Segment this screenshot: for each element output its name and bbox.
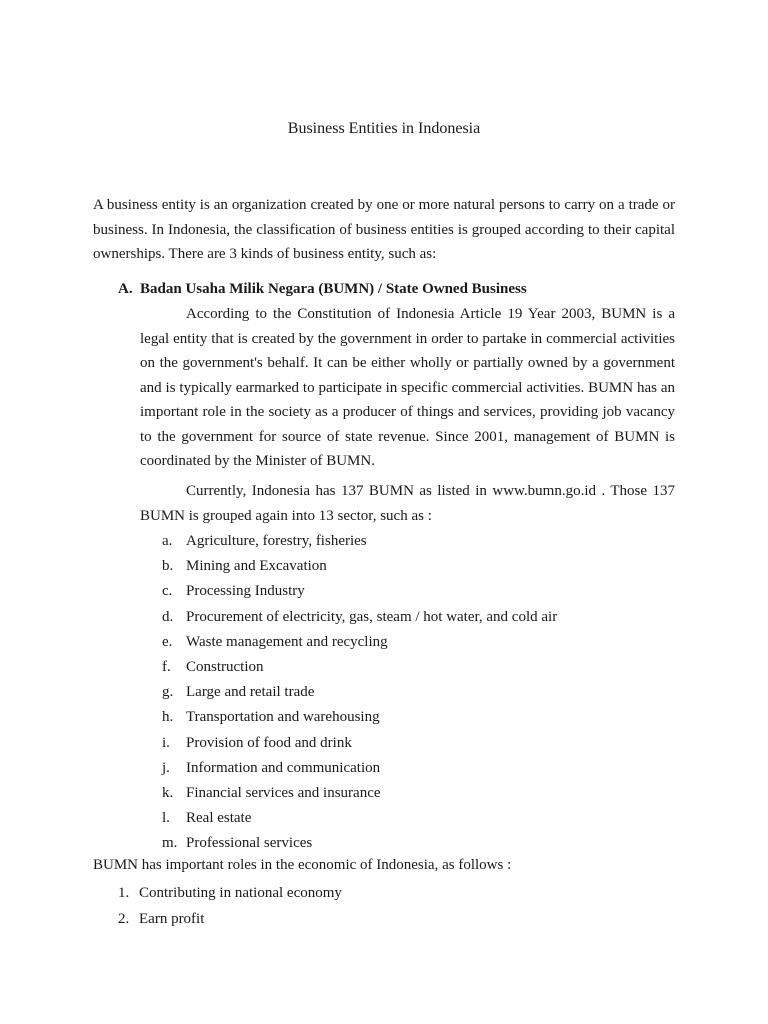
section-a-heading — [118, 281, 527, 298]
list-item — [162, 781, 557, 806]
list-marker: k. — [162, 784, 174, 801]
list-item-text: Agriculture, forestry, fisheries — [186, 533, 367, 549]
list-item-text: Information and communication — [186, 759, 381, 776]
list-item-text: Earn profit — [139, 910, 205, 927]
list-item-text: Mining and Excavation — [186, 558, 327, 575]
list-item-text: Provision of food and drink — [186, 734, 352, 751]
list-item-text: Professional services — [186, 835, 313, 852]
list-item — [162, 554, 557, 579]
list-item-text: Processing Industry — [186, 583, 305, 600]
list-item-text: Large and retail trade — [186, 684, 315, 701]
roles-intro: BUMN has important roles in the economic of Indonesia, as follows : — [93, 857, 512, 873]
list-marker: i. — [162, 734, 170, 751]
list-marker: c. — [162, 583, 173, 600]
list-marker: f. — [162, 658, 171, 675]
list-marker: b. — [162, 558, 174, 575]
list-marker: e. — [162, 633, 173, 650]
list-marker: h. — [162, 709, 174, 726]
list-marker: d. — [162, 608, 174, 625]
list-item-text: Contributing in national economy — [139, 885, 342, 901]
list-marker: a. — [162, 533, 173, 549]
list-item — [162, 756, 557, 781]
sector-list — [162, 529, 557, 856]
section-a-paragraph-2: Currently, Indonesia has 137 BUMN as listed in www.bumn.go.id . Those 137 BUMN is grouped again into 13 sector, such as : — [140, 483, 675, 524]
list-item — [162, 831, 557, 856]
section-a-paragraph-1: According to the Constitution of Indonesia Article 19 Year 2003, BUMN is a legal entity that is created by the government in order to partake in commercial activities on the government's behalf. It can be either wholly or partially owned by a government and is typically earmarked to participate in specific commercial activities. BUMN has an important role in the society as a producer of things and services, providing job vacancy to the government for source of state revenue. Since 2001, management of BUMN is coordinated by the Minister of BUMN. — [140, 306, 675, 469]
list-item — [162, 655, 557, 680]
list-item — [162, 579, 557, 604]
list-item — [162, 680, 557, 705]
list-item — [162, 731, 557, 756]
list-item — [162, 630, 557, 655]
list-item — [162, 605, 557, 630]
list-item-text: Financial services and insurance — [186, 784, 381, 801]
list-item-text: Construction — [186, 658, 264, 675]
list-item-text: Procurement of electricity, gas, steam / hot water, and cold air — [186, 608, 558, 625]
section-a-marker: A. — [118, 281, 133, 297]
list-item-text: Waste management and recycling — [186, 633, 388, 650]
list-marker: l. — [162, 810, 170, 827]
list-item — [162, 705, 557, 730]
roles-list — [118, 881, 342, 932]
document-title: Business Entities in Indonesia — [287, 120, 481, 137]
list-item — [162, 806, 557, 831]
list-marker: 1. — [118, 885, 130, 901]
list-marker: 2. — [118, 910, 130, 927]
section-a-heading-text: Badan Usaha Milik Negara (BUMN) / State Owned Business — [140, 281, 527, 297]
intro-paragraph: A business entity is an organization created by one or more natural persons to carry on a trade or business. In Indonesia, the classification of business entities is grouped according to their capital ownerships. There are 3 kinds of business entity, such as: — [93, 197, 675, 262]
list-item-text: Transportation and warehousing — [186, 709, 380, 726]
list-marker: m. — [162, 835, 178, 852]
list-marker: g. — [162, 684, 174, 701]
list-marker: j. — [162, 759, 170, 776]
list-item — [118, 881, 342, 907]
list-item — [118, 907, 342, 933]
list-item — [162, 529, 557, 554]
list-item-text: Real estate — [186, 810, 252, 827]
